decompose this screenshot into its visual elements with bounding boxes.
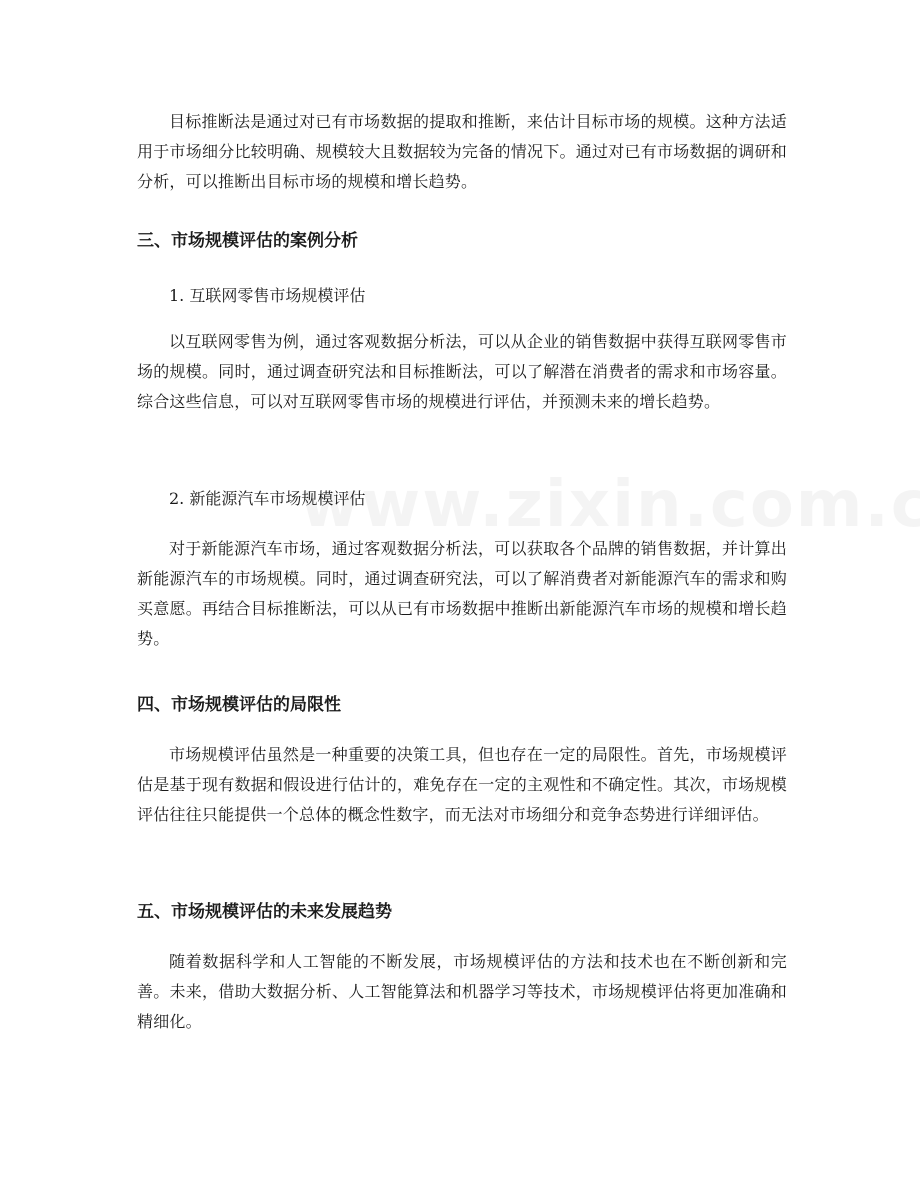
paragraph-limitations: 市场规模评估虽然是一种重要的决策工具，但也存在一定的局限性。首先，市场规模评估是基于现有数据和假设进行估计的，难免存在一定的主观性和不确定性。其次，市场规模评估往往只能提供一个总体的概念性数字，而无法对市场细分和竞争态势进行详细评估。	[137, 745, 787, 824]
subheading-internet-retail: 1. 互联网零售市场规模评估	[169, 286, 366, 305]
paragraph-future-trends: 随着数据科学和人工智能的不断发展，市场规模评估的方法和技术也在不断创新和完善。未来，借助大数据分析、人工智能算法和机器学习等技术，市场规模评估将更加准确和精细化。	[137, 952, 787, 1031]
paragraph-target-inference: 目标推断法是通过对已有市场数据的提取和推断，来估计目标市场的规模。这种方法适用于市场细分比较明确、规模较大且数据较为完备的情况下。通过对已有市场数据的调研和分析，可以推断出目标市场的规模和增长趋势。	[137, 112, 787, 191]
section-heading-limitations: 四、市场规模评估的局限性	[137, 695, 341, 715]
section-heading-case-analysis: 三、市场规模评估的案例分析	[137, 231, 358, 251]
subheading-new-energy-vehicles: 2. 新能源汽车市场规模评估	[169, 489, 366, 508]
section-heading-future-trends: 五、市场规模评估的未来发展趋势	[137, 902, 392, 922]
paragraph-internet-retail: 以互联网零售为例，通过客观数据分析法，可以从企业的销售数据中获得互联网零售市场的规模。同时，通过调查研究法和目标推断法，可以了解潜在消费者的需求和市场容量。综合这些信息，可以对互联网零售市场的规模进行评估，并预测未来的增长趋势。	[137, 332, 787, 411]
paragraph-new-energy-vehicles: 对于新能源汽车市场，通过客观数据分析法，可以获取各个品牌的销售数据，并计算出新能源汽车的市场规模。同时，通过调查研究法，可以了解消费者对新能源汽车的需求和购买意愿。再结合目标推断法，可以从已有市场数据中推断出新能源汽车市场的规模和增长趋势。	[137, 539, 787, 648]
